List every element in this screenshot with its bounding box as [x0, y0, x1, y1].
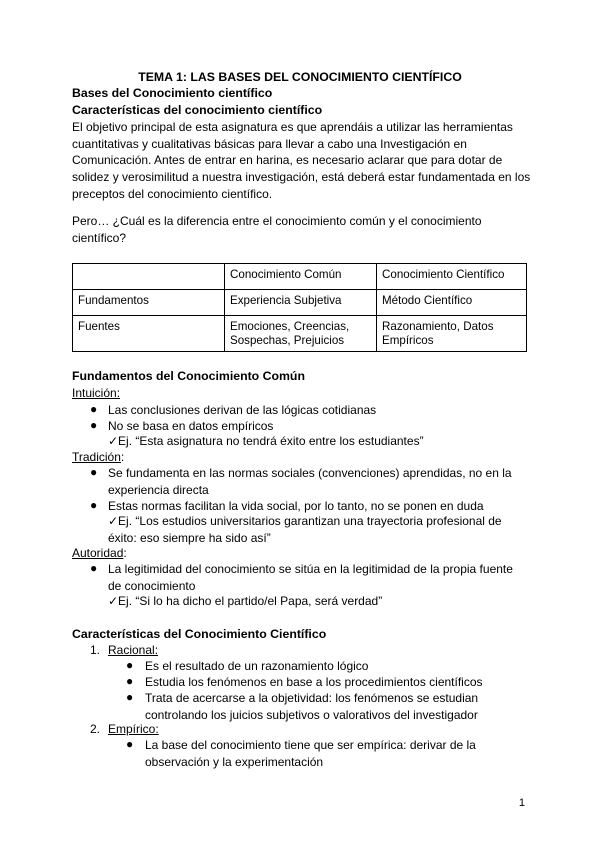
- document-title: TEMA 1: LAS BASES DEL CONOCIMIENTO CIENTÍFICO: [138, 70, 462, 84]
- intuicion-label: Intuición:: [72, 386, 121, 400]
- autoridad-label: Autoridad: [72, 546, 124, 560]
- table-cell: Fuentes: [73, 316, 225, 352]
- list-item: Se fundamenta en las normas sociales (convenciones) aprendidas, no en la experiencia directa: [108, 466, 512, 497]
- list-item: Estas normas facilitan la vida social, por lo tanto, no se ponen en duda: [108, 499, 484, 513]
- page-number: 1: [518, 797, 525, 809]
- list-number: 2.: [90, 722, 101, 736]
- list-item: Trata de acercarse a la objetividad: los fenómenos se estudian controlando los juicios subjetivos o valorativos del investigador: [145, 691, 479, 722]
- list-item: La legitimidad del conocimiento se sitúa en la legitimidad de la propia fuente de conocimiento: [108, 562, 513, 593]
- bullet-icon: ●: [90, 402, 98, 416]
- table-header-cell: Conocimiento Científico: [377, 264, 527, 290]
- list-item: Las conclusiones derivan de las lógicas cotidianas: [108, 403, 377, 417]
- empirico-label: Empírico:: [108, 722, 159, 736]
- table-cell: Método Científico: [377, 290, 527, 316]
- table-header-row: [73, 264, 527, 290]
- racional-label: Racional:: [108, 643, 159, 657]
- intro-paragraph: El objetivo principal de esta asignatura es que aprendáis a utilizar las herramientas cuantitativas y cualitativas básicas para llevar a cabo una Investigación en Comunicación. Antes de entrar en harina, es necesario aclarar que para dotar de solidez y verosimilitud a nuestra investigación, está deberá estar fundamentada en los preceptos del conocimiento científico.: [72, 120, 531, 201]
- section-heading: Bases del Conocimiento científico: [72, 86, 273, 100]
- list-item: No se basa en datos empíricos: [108, 419, 274, 433]
- bullet-icon: ●: [90, 418, 98, 432]
- question-paragraph: Pero… ¿Cuál es la diferencia entre el conocimiento común y el conocimiento científico?: [72, 214, 482, 245]
- bullet-icon: ●: [126, 737, 134, 751]
- table-cell: Razonamiento, Datos Empíricos: [377, 316, 527, 352]
- tradicion-label: Tradición: [72, 450, 121, 464]
- example-text: ✓Ej. “Esta asignatura no tendrá éxito entre los estudiantes”: [108, 434, 424, 448]
- subsection-heading: Características del conocimiento científico: [72, 103, 323, 117]
- bullet-icon: ●: [90, 465, 98, 479]
- list-item: Es el resultado de un razonamiento lógico: [145, 659, 369, 673]
- bullet-icon: ●: [90, 498, 98, 512]
- autoridad-label-wrap: Autoridad:: [72, 546, 127, 560]
- common-knowledge-heading: Fundamentos del Conocimiento Común: [72, 369, 305, 383]
- table-header-cell: Conocimiento Común: [225, 264, 377, 290]
- bullet-icon: ●: [126, 690, 134, 704]
- table-cell: Emociones, Creencias, Sospechas, Prejuicios: [225, 316, 377, 352]
- list-item: La base del conocimiento tiene que ser empírica: derivar de la observación y la experimentación: [145, 738, 476, 769]
- list-number: 1.: [90, 643, 101, 657]
- table-header-cell: [73, 264, 225, 290]
- table-cell: Fundamentos: [73, 290, 225, 316]
- table-row: [73, 290, 527, 316]
- bullet-icon: ●: [126, 674, 134, 688]
- table-row: [73, 316, 527, 352]
- list-item: Estudia los fenómenos en base a los procedimientos científicos: [145, 675, 483, 689]
- bullet-icon: ●: [126, 658, 134, 672]
- bullet-icon: ●: [90, 561, 98, 575]
- example-text: ✓Ej. “Si lo ha dicho el partido/el Papa, será verdad”: [108, 594, 383, 608]
- comparison-table: [72, 263, 527, 352]
- scientific-knowledge-heading: Características del Conocimiento Científico: [72, 627, 327, 641]
- example-text: ✓Ej. “Los estudios universitarios garantizan una trayectoria profesional de éxito: eso siempre ha sido así”: [108, 514, 502, 545]
- table-cell: Experiencia Subjetiva: [225, 290, 377, 316]
- tradicion-label-wrap: Tradición:: [72, 450, 125, 464]
